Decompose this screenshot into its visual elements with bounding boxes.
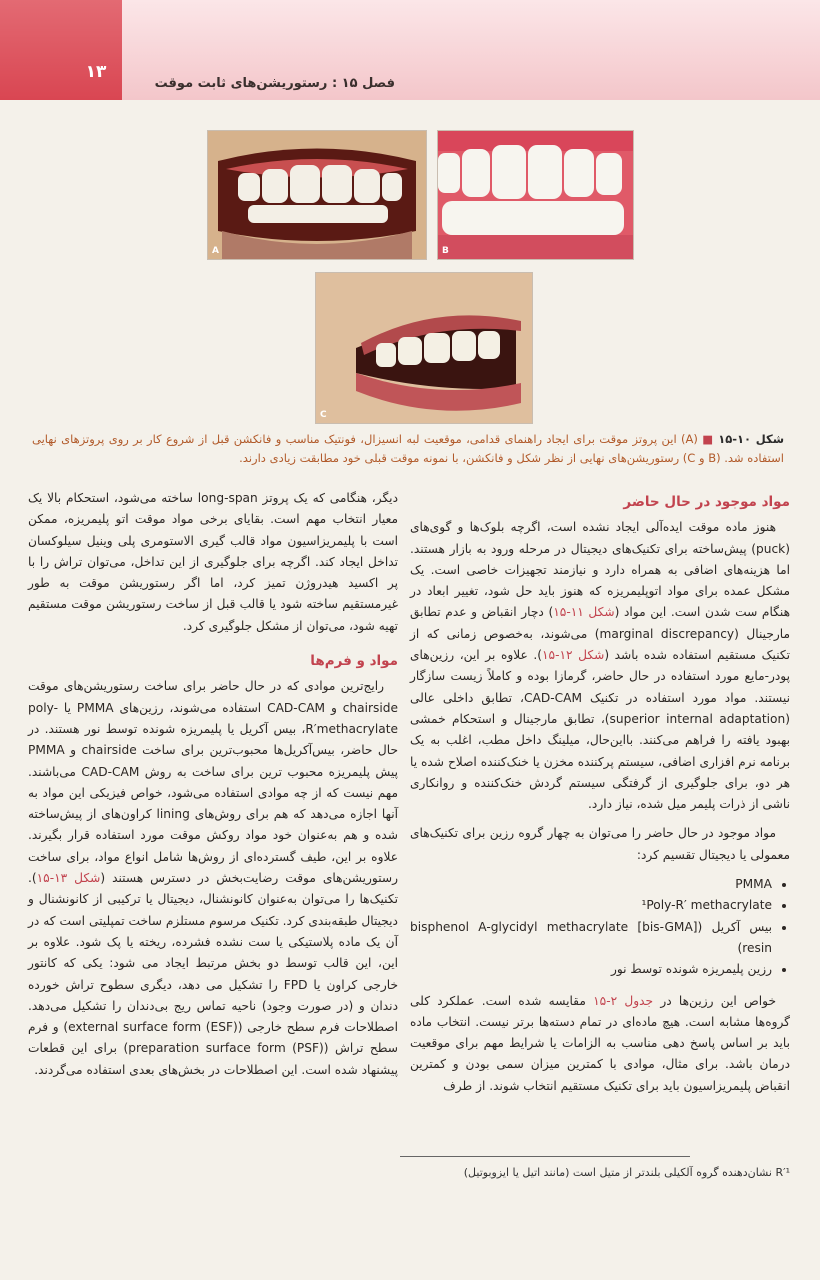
panel-label-b: B — [442, 246, 449, 256]
list-item: • ¹Poly-R′ methacrylate — [410, 895, 772, 916]
text-run: هنوز ماده موقت ایده‌آلی ایجاد نشده است، اگرچه بلوک‌ها و گوی‌های (puck) پیش‌ساخته برای تکنیک‌های دیجیتال در مرحله ورود به بازار هستند. اما هزینه‌های اضافی به همراه دارد و نیازمند تجهیزات خاصی است. یک مشکل عمده برای مواد اتوپلیمریزه که هنوز باید حل شود، تغییر ابعاد در هنگام ست شدن است. این مواد ( — [410, 520, 791, 620]
smile-photo-b — [438, 131, 633, 259]
footnote: R′¹ نشان‌دهنده گروه آلکیلی بلندتر از متیل است (مانند اتیل یا ایزوبوتیل) — [463, 1166, 790, 1179]
section-heading-current-materials: مواد موجود در حال حاضر — [623, 494, 790, 510]
text-run: ). علاوه بر این، رزین‌های پودر-مایع مورد استفاده در حال حاضر، گرمازا بوده و کاملاً زیست سازگار نیستند. مواد مورد استفاده در تکنیک CAD-CAM، تطابق داخلی عالی (superior internal adaptation)، تطابق مارجینال و استحکام خمشی بهبود یافته را فراهم می‌کنند. بااین‌حال، میلینگ داخل مطب، اغلب به یک برنامه نرم افزاری اضافی، سیستم پرکننده مخزن یا خنک‌کننده اصلاح شده یا هر دو، برای جلوگیری از گرفتگی سیستم گردش خنک‌کننده و روانکاری ناشی از ذرات پلیمر میل شده، نیاز دارد. — [410, 648, 790, 812]
paragraph: مواد موجود در حال حاضر را می‌توان به چهار گروه رزین برای تکنیک‌های معمولی یا دیجیتال تقسیم کرد: — [410, 826, 790, 862]
figure-caption — [32, 430, 784, 468]
page-number: ۱۳ — [85, 62, 107, 82]
list-item: • رزین پلیمریزه شونده توسط نور — [410, 959, 772, 980]
figure-reference-link[interactable]: شکل ۱۱-۱۵ — [553, 605, 615, 620]
photo-panel-c — [315, 272, 533, 424]
list-item: • بیس آکریل (bisphenol A-glycidyl methacrylate [bis-GMA] resin) — [410, 917, 772, 960]
figure-square-icon: ■ — [697, 432, 714, 446]
list-item: • PMMA — [410, 874, 772, 895]
smile-photo-a — [208, 131, 426, 259]
text-run: ) دچار انقباض و عدم تطابق مارجینال (marginal discrepancy) می‌شوند، به‌خصوص زمانی که از تکنیک مستقیم استفاده شده باشد ( — [410, 605, 791, 663]
text-run: ). تکنیک‌ها را می‌توان به‌عنوان کانونشنال، دیجیتال یا ترکیبی از کانونشنال و دیجیتال طبقه‌بندی کرد. تکنیک مرسوم مستلزم ساخت تمپلیتی است که در آن یک ماده پلاستیکی یا ست نشده فشرده، ریخته یا پک شود. علاوه بر این، این قالب توسط دو بخش مرتبط ایجاد می شود: یکی که کانتور خارجی کراون یا FPD را تشکیل می دهد، دیگری سطوح تراش خورده دندان و (در صورت وجود) ناحیه تماس ریج بی‌دندان را تشکیل می‌دهد. اصطلاحات فرم سطح خارجی (external surface form (ESF)) و فرم سطح تراش (preparation surface form (PSF)) برای این قطعات پیشنهاد شده است. این اصطلاحات در بخش‌های بعدی استفاده می‌گردند. — [28, 871, 398, 1077]
text-run: رایج‌ترین موادی که در حال حاضر برای ساخت رستوریشن‌های موقت chairside و CAD-CAM استفاده می‌شوند، رزین‌های PMMA یا poly-R′methacrylate، بیس آکریل یا پلیمریزه شونده توسط نور هستند. در حال حاضر، بیس‌آکریل‌ها محبوب‌ترین برای ساخت chairside و PMMA پیش پلیمریزه محبوب ترین برای ساخت به روش CAD-CAM می‌باشند. مهم نیست که از چه موادی استفاده می‌شود، خواص فیزیکی این مواد به آنها اجازه می‌دهد که هم برای روش‌های lining کراون‌های از پیش‌ساخته شده و هم به‌عنوان خود مواد روکش موقت مورد استفاده قرار بگیرند. علاوه بر این، طیف گسترده‌ای از روش‌ها شامل انواع مواد، برای ساخت رستوریشن‌های موقت رضایت‌بخش در دسترس هستند ( — [28, 679, 399, 886]
left-column — [28, 488, 398, 1089]
figure-caption-text: (A) این پروتز موقت برای ایجاد راهنمای قدامی، موقعیت لبه انسیزال، فونتیک مناسب و فانکشن قبل از شروع کار بر روی پروتزهای نهایی استفاده شد. (B و C) رستوریشن‌های نهایی از نظر شکل و فانکشن، با نمونه موقت قبلی خود مطابقت زیادی دارند. — [32, 432, 784, 465]
figure-reference-link[interactable]: شکل ۱۲-۱۵ — [541, 648, 605, 663]
right-column — [410, 488, 790, 1105]
text-run: مقایسه شده است. عملکرد کلی گروه‌ها مشابه است. هیچ ماده‌ای در تمام دسته‌ها برتر نیست. انتخاب ماده باید بر اساس پاسخ دهی مناسب به الزامات یا شرایط مهم برای موقعیت درمان باشد. برای مثال، موادی با کمترین میزان سمی بودن و کمترین انقباض پلیمریزاسیون باید برای تکنیک مستقیم انتخاب شوند. از طرف — [410, 993, 790, 1093]
panel-label-a: A — [212, 246, 219, 256]
footnote-divider — [400, 1156, 690, 1157]
section-heading-materials-forms: مواد و فرم‌ها — [310, 653, 398, 670]
paragraph — [28, 676, 398, 1081]
figure-label: شکل ۱۰-۱۵ — [718, 432, 785, 446]
page-number-tab — [0, 0, 122, 100]
header-band — [0, 0, 820, 100]
paragraph — [410, 991, 790, 1097]
resin-group-list — [410, 874, 790, 980]
paragraph — [410, 517, 790, 815]
smile-photo-c — [316, 273, 532, 423]
panel-label-c: C — [320, 410, 327, 420]
paragraph: دیگر، هنگامی که یک پروتز long-span ساخته می‌شود، استحکام بالا یک معیار انتخاب مهم است. بقایای برخی مواد موقت اتو پلیمریزه، ممکن است با پلیمریزاسیون مواد قالب گیری الاستومری پلی وینیل سیلوکسان تداخل ایجاد کند. اگرچه برای جلوگیری از این تداخل، می‌توان تراش را با پر اکسید هیدروژن تمیز کرد، اما اگر رستوریشن موقت به طور غیرمستقیم ساخته شود یا قالب قبل از ساخت رستوریشن موقت مستقیم تهیه شود، می‌توان از مشکل جلوگیری کرد. — [28, 491, 398, 633]
figure-reference-link[interactable]: شکل ۱۳-۱۵ — [36, 871, 101, 886]
photo-panel-a — [207, 130, 427, 260]
table-reference-link[interactable]: جدول ۲-۱۵ — [593, 993, 654, 1008]
text-run: خواص این رزین‌ها در — [653, 993, 776, 1008]
chapter-title: فصل ۱۵ : رستوریشن‌های ثابت موقت — [154, 76, 395, 91]
photo-panel-b — [437, 130, 634, 260]
